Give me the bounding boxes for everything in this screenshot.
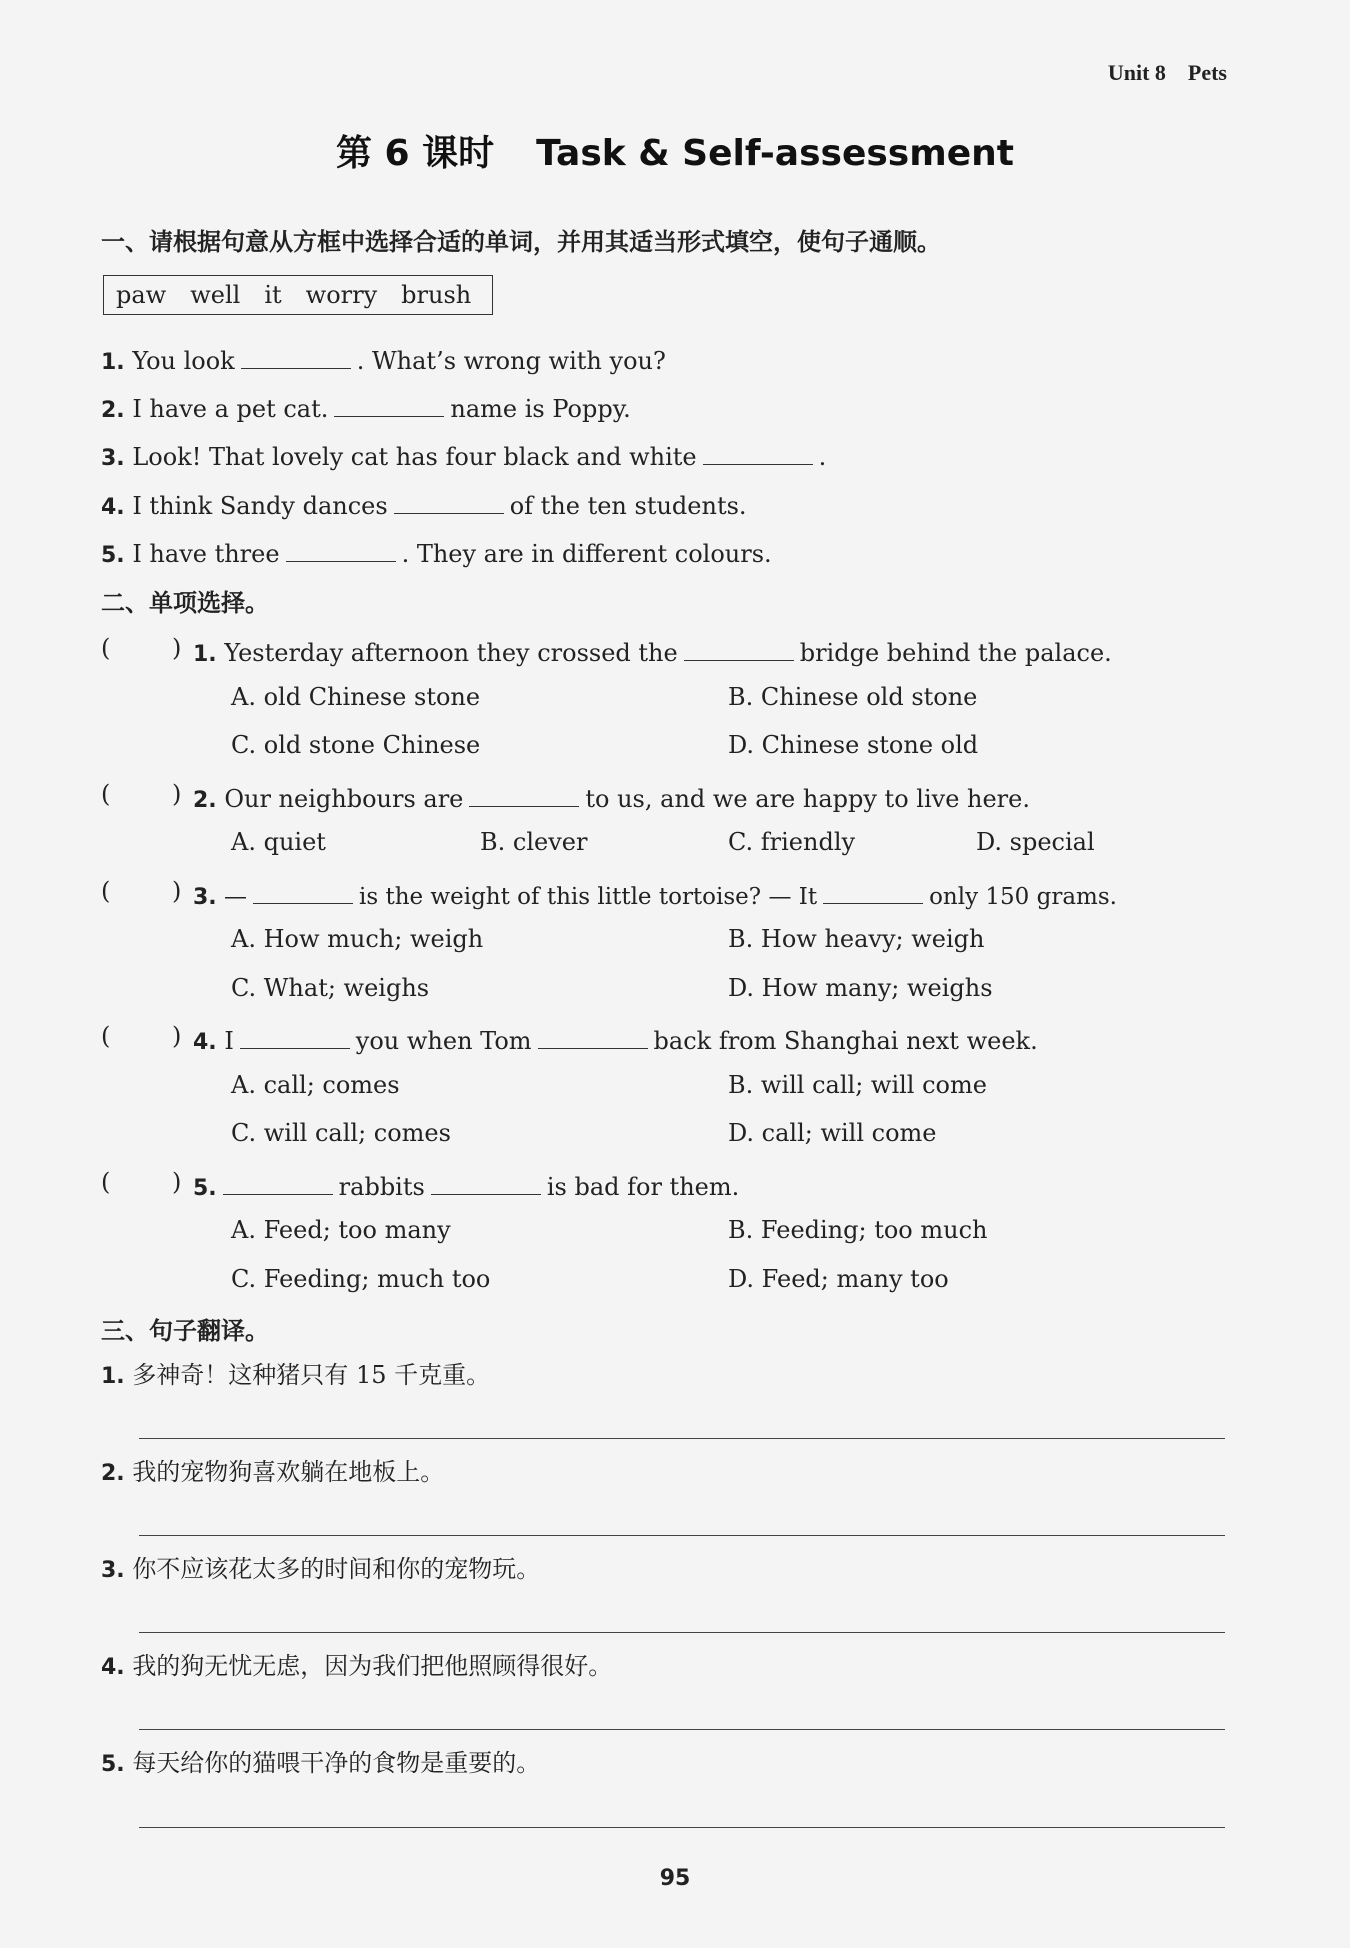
answer-paren-open[interactable]: (: [101, 877, 111, 905]
question-text: only 150 grams.: [929, 884, 1117, 910]
lesson-name: Task & Self-assessment: [536, 133, 1014, 174]
answer-paren-open[interactable]: (: [101, 1022, 111, 1050]
option-a[interactable]: A. old Chinese stone: [231, 683, 481, 711]
question-text: to us, and we are happy to live here.: [585, 785, 1030, 813]
question-number: 4.: [193, 1030, 217, 1055]
translation-source: 我的狗无忧无虑，因为我们把他照顾得很好。: [132, 1652, 613, 1680]
translation-item: [101, 1457, 444, 1489]
question-text: bridge behind the palace.: [799, 639, 1112, 667]
item-number: 3.: [101, 446, 125, 471]
word-box-item: it: [264, 281, 282, 309]
answer-blank[interactable]: [240, 1022, 350, 1049]
section1-heading: 一、请根据句意从方框中选择合适的单词，并用其适当形式填空，使句子通顺。: [101, 228, 941, 256]
answer-line[interactable]: [139, 1535, 1225, 1536]
answer-paren-close: ): [172, 780, 182, 808]
question-number: 1.: [193, 642, 217, 667]
mc-question: [193, 634, 1112, 670]
answer-paren-open[interactable]: (: [101, 634, 111, 662]
translation-item: [101, 1554, 540, 1586]
option-d[interactable]: D. special: [976, 828, 1095, 856]
question-text: rabbits: [338, 1173, 425, 1201]
option-d[interactable]: D. call; will come: [728, 1119, 937, 1147]
item-text-before: Look! That lovely cat has four black and white: [132, 443, 697, 471]
option-c[interactable]: C. old stone Chinese: [231, 731, 481, 759]
answer-blank[interactable]: [394, 487, 504, 514]
item-text-after: of the ten students.: [509, 492, 747, 520]
fill-item: [101, 438, 826, 474]
answer-blank[interactable]: [334, 390, 444, 417]
item-text-after: . They are in different colours.: [401, 540, 772, 568]
item-number: 4.: [101, 1655, 125, 1680]
option-c[interactable]: C. What; weighs: [231, 974, 430, 1002]
section2-heading: 二、单项选择。: [101, 589, 269, 617]
word-box-item: brush: [401, 281, 472, 309]
question-number: 3.: [193, 885, 217, 910]
fill-item: [101, 342, 666, 378]
item-number: 5.: [101, 1752, 125, 1777]
page-title: [0, 125, 1350, 176]
page-number: 95: [659, 1866, 691, 1891]
word-box-item: worry: [305, 281, 378, 309]
translation-source: 每天给你的猫喂干净的食物是重要的。: [132, 1749, 541, 1777]
fill-item: [101, 535, 772, 571]
word-box-item: well: [190, 281, 241, 309]
word-box: [103, 275, 493, 315]
option-c[interactable]: C. Feeding; much too: [231, 1265, 491, 1293]
option-d[interactable]: D. Feed; many too: [728, 1265, 949, 1293]
option-d[interactable]: D. How many; weighs: [728, 974, 993, 1002]
item-text-before: I have a pet cat.: [132, 395, 329, 423]
answer-blank[interactable]: [703, 438, 813, 465]
item-number: 2.: [101, 398, 125, 423]
item-number: 4.: [101, 495, 125, 520]
answer-paren-close: ): [172, 877, 182, 905]
mc-question: [193, 780, 1030, 816]
question-text: back from Shanghai next week.: [653, 1027, 1038, 1055]
answer-line[interactable]: [139, 1827, 1225, 1828]
answer-blank[interactable]: [469, 780, 579, 807]
item-number: 5.: [101, 543, 125, 568]
translation-item: [101, 1748, 540, 1780]
unit-label: Unit 8: [1107, 60, 1166, 85]
answer-line[interactable]: [139, 1632, 1225, 1633]
item-text-after: .: [818, 443, 827, 471]
mc-question: [193, 1168, 739, 1204]
mc-question: [193, 877, 1117, 913]
option-b[interactable]: B. clever: [480, 828, 588, 856]
answer-paren-open[interactable]: (: [101, 780, 111, 808]
question-text: Our neighbours are: [224, 785, 464, 813]
item-text-before: I have three: [132, 540, 280, 568]
translation-item: [101, 1360, 490, 1392]
option-d[interactable]: D. Chinese stone old: [728, 731, 979, 759]
translation-item: [101, 1651, 612, 1683]
item-number: 2.: [101, 1461, 125, 1486]
question-number: 2.: [193, 788, 217, 813]
answer-paren-close: ): [172, 634, 182, 662]
option-c[interactable]: C. will call; comes: [231, 1119, 451, 1147]
lesson-label: 第 6 课时: [335, 133, 495, 174]
option-a[interactable]: A. quiet: [231, 828, 326, 856]
answer-paren-open[interactable]: (: [101, 1168, 111, 1196]
translation-source: 我的宠物狗喜欢躺在地板上。: [132, 1458, 445, 1486]
option-c[interactable]: C. friendly: [728, 828, 856, 856]
answer-paren-close: ): [172, 1022, 182, 1050]
answer-line[interactable]: [139, 1729, 1225, 1730]
option-a[interactable]: A. call; comes: [231, 1071, 400, 1099]
answer-line[interactable]: [139, 1438, 1225, 1439]
word-box-item: paw: [116, 281, 167, 309]
option-b[interactable]: B. will call; will come: [728, 1071, 987, 1099]
item-number: 3.: [101, 1558, 125, 1583]
section3-heading: 三、句子翻译。: [101, 1317, 269, 1345]
answer-blank[interactable]: [823, 877, 923, 904]
question-number: 5.: [193, 1176, 217, 1201]
option-b[interactable]: B. Chinese old stone: [728, 683, 978, 711]
translation-source: 多神奇！这种猪只有 15 千克重。: [132, 1361, 491, 1389]
question-text: Yesterday afternoon they crossed the: [224, 639, 678, 667]
answer-blank[interactable]: [223, 1168, 333, 1195]
item-text-after: . What’s wrong with you?: [356, 347, 666, 375]
question-text: — It: [768, 884, 818, 910]
mc-question: [193, 1022, 1038, 1058]
item-text-before: You look: [132, 347, 235, 375]
question-text: you when Tom: [355, 1027, 532, 1055]
item-number: 1.: [101, 1364, 125, 1389]
fill-item: [101, 487, 747, 523]
question-text: I: [224, 1027, 234, 1055]
fill-item: [101, 390, 631, 426]
page-header: [1108, 60, 1227, 86]
answer-blank[interactable]: [241, 342, 351, 369]
option-a[interactable]: A. Feed; too many: [231, 1216, 451, 1244]
question-text: is the weight of this little tortoise?: [358, 884, 762, 910]
unit-topic: Pets: [1187, 60, 1227, 85]
item-number: 1.: [101, 350, 125, 375]
question-text: —: [223, 884, 247, 910]
answer-blank[interactable]: [431, 1168, 541, 1195]
answer-blank[interactable]: [684, 634, 794, 661]
answer-blank[interactable]: [286, 535, 396, 562]
option-b[interactable]: B. How heavy; weigh: [728, 925, 985, 953]
option-a[interactable]: A. How much; weigh: [231, 925, 484, 953]
item-text-after: name is Poppy.: [450, 395, 631, 423]
answer-paren-close: ): [172, 1168, 182, 1196]
item-text-before: I think Sandy dances: [132, 492, 388, 520]
question-text: is bad for them.: [546, 1173, 740, 1201]
answer-blank[interactable]: [253, 877, 353, 904]
translation-source: 你不应该花太多的时间和你的宠物玩。: [132, 1555, 541, 1583]
option-b[interactable]: B. Feeding; too much: [728, 1216, 988, 1244]
answer-blank[interactable]: [538, 1022, 648, 1049]
